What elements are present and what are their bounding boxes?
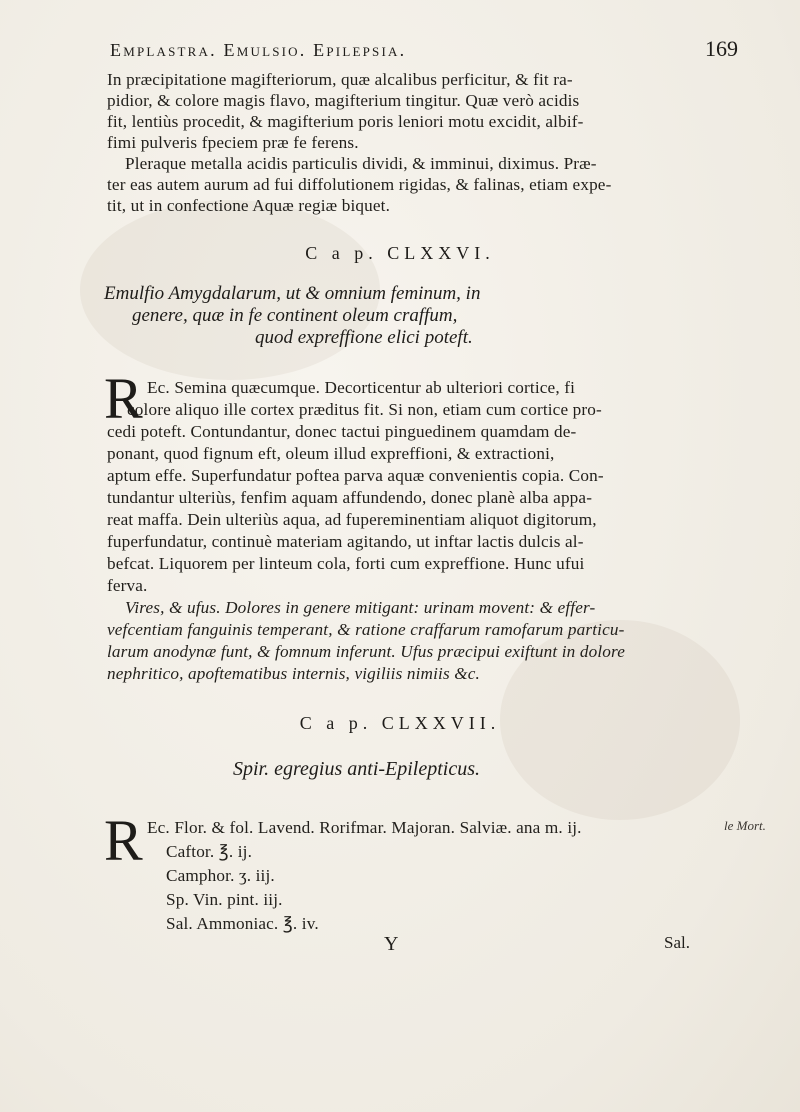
recipe-line: Sal. Ammoniac. ℥. iv. bbox=[166, 914, 319, 933]
chapter-heading: C a p. CLXXVI. bbox=[305, 243, 495, 263]
running-header: Emplastra. Emulsio. Epilepsia. bbox=[110, 40, 407, 60]
text-line: fimi pulveris fpeciem præ fe ferens. bbox=[107, 133, 359, 152]
chapter-title-line: Emulfio Amygdalarum, ut & omnium feminum, in bbox=[104, 283, 481, 304]
text-line: cedi poteft. Contundantur, donec tactui pinguedinem quamdam de- bbox=[107, 422, 577, 441]
text-line: ferva. bbox=[107, 576, 148, 595]
drop-cap: R bbox=[104, 366, 143, 431]
catchword: Sal. bbox=[664, 933, 690, 952]
text-line: ter eas autem aurum ad fui diffolutionem rigidas, & falinas, etiam expe- bbox=[107, 175, 612, 194]
recipe-line: Caftor. ℥. ij. bbox=[166, 842, 253, 861]
text-line: reat maffa. Dein ulteriùs aqua, ad fupereminentiam aliquot digitorum, bbox=[107, 510, 597, 529]
chapter-title: Spir. egregius anti-Epilepticus. bbox=[233, 758, 481, 780]
signature-mark: Y bbox=[384, 933, 399, 955]
text-line: tundantur ulteriùs, fenfim aquam affundendo, donec planè alba appa- bbox=[107, 488, 593, 507]
recipe-line: Camphor. ʒ. iij. bbox=[166, 866, 275, 885]
chapter-title-line: quod expreffione elici poteft. bbox=[255, 327, 473, 348]
text-line: nephritico, apoftematibus internis, vigiliis nimiis &c. bbox=[107, 664, 480, 683]
text-line: Ec. Semina quæcumque. Decorticentur ab ulteriori cortice, fi bbox=[147, 378, 576, 397]
text-line: ponant, quod fignum eft, oleum illud expreffioni, & extractioni, bbox=[107, 444, 555, 463]
drop-cap: R bbox=[104, 808, 143, 873]
text-line: fit, lentiùs procedit, & magifterium poris leniori motu excidit, albif- bbox=[107, 112, 584, 131]
text-line: fuperfundatur, continuè materiam agitando, ut inftar lactis dulcis al- bbox=[107, 532, 584, 551]
text-line: larum anodynæ funt, & fomnum inferunt. Ufus præcipui exiftunt in dolore bbox=[107, 642, 625, 661]
text-line: pidior, & colore magis flavo, magifterium tingitur. Quæ verò acidis bbox=[107, 91, 580, 110]
text-line: vefcentiam fanguinis temperant, & ratione craffarum ramofarum particu- bbox=[107, 620, 625, 639]
text-line: Pleraque metalla acidis particulis dividi, & imminui, diximus. Præ- bbox=[125, 154, 597, 173]
margin-note: le Mort. bbox=[724, 818, 766, 833]
text-line: Vires, & ufus. Dolores in genere mitigant: urinam movent: & effer- bbox=[125, 598, 596, 617]
recipe-line: Sp. Vin. pint. iij. bbox=[166, 890, 283, 909]
chapter-title-line: genere, quæ in fe continent oleum craffum, bbox=[132, 305, 458, 326]
page-number: 169 bbox=[705, 36, 738, 61]
text-line: befcat. Liquorem per linteum cola, forti cum expreffione. Hunc ufui bbox=[107, 554, 585, 573]
chapter-heading: C a p. CLXXVII. bbox=[299, 713, 501, 733]
text-line: aptum effe. Superfundatur poftea parva aquæ convenientis copia. Con- bbox=[107, 466, 604, 485]
text-line: tit, ut in confectione Aquæ regiæ biquet. bbox=[107, 196, 391, 215]
text-line: colore aliquo ille cortex præditus fit. Si non, etiam cum cortice pro- bbox=[127, 400, 602, 419]
text-line: In præcipitatione magifteriorum, quæ alcalibus perficitur, & fit ra- bbox=[107, 70, 573, 89]
recipe-line: Ec. Flor. & fol. Lavend. Rorifmar. Majoran. Salviæ. ana m. ij. bbox=[147, 818, 582, 837]
